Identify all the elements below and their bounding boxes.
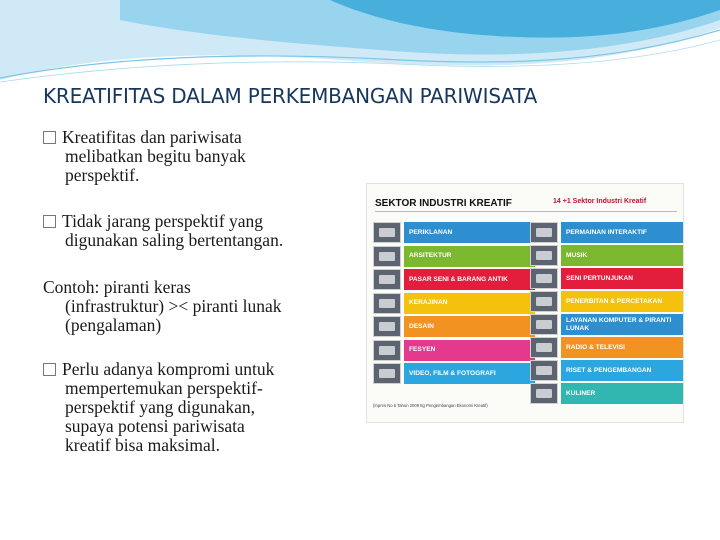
- sector-row: [530, 383, 684, 404]
- paragraph-line: supaya potensi pariwisata: [65, 416, 245, 436]
- bullet-paragraph: [43, 212, 358, 250]
- body-text: [43, 128, 358, 455]
- sector-photo-icon: [373, 340, 401, 361]
- sector-photo-icon: [530, 222, 558, 243]
- sector-label: SENI PERTUNJUKAN: [561, 268, 684, 289]
- sector-label: PERMAINAN INTERAKTIF: [561, 222, 684, 243]
- paragraph-line: (pengalaman): [65, 315, 162, 335]
- sector-row: [373, 293, 535, 314]
- sector-label: MUSIK: [561, 245, 684, 266]
- paragraph-line: perspektif.: [65, 165, 140, 185]
- bullet-paragraph: [43, 128, 358, 185]
- header-divider: [375, 211, 677, 212]
- sector-label: PERIKLANAN: [404, 222, 535, 243]
- infographic-subtitle: 14 +1 Sektor Industri Kreatif: [553, 198, 647, 205]
- sector-label: RISET & PENGEMBANGAN: [561, 360, 684, 381]
- sector-photo-icon: [373, 246, 401, 267]
- sector-photo-icon: [530, 360, 558, 381]
- infographic-title: SEKTOR INDUSTRI KREATIF: [375, 198, 512, 209]
- paragraph-line: Tidak jarang perspektif yang: [62, 211, 264, 231]
- creative-industry-infographic: [366, 183, 684, 423]
- sector-photo-icon: [373, 316, 401, 337]
- sector-row: [373, 316, 535, 337]
- sector-label: PASAR SENI & BARANG ANTIK: [404, 269, 535, 290]
- sector-photo-icon: [373, 269, 401, 290]
- sector-photo-icon: [530, 245, 558, 266]
- sector-row: [530, 291, 684, 312]
- infographic-footnote: (Inpres No 6 Tahun 2009 ttg Pengembangan Ekonomi Kreatif): [373, 403, 488, 408]
- paragraph-line: Kreatifitas dan pariwisata: [62, 127, 242, 147]
- sector-row: [530, 245, 684, 266]
- example-paragraph: [43, 278, 358, 335]
- slide-title: KREATIFITAS DALAM PERKEMBANGAN PARIWISATA: [43, 84, 538, 108]
- sector-photo-icon: [530, 291, 558, 312]
- infographic-header: [367, 184, 684, 224]
- sector-photo-icon: [373, 222, 401, 243]
- paragraph-line: perspektif yang digunakan,: [65, 397, 256, 417]
- sector-photo-icon: [530, 314, 558, 335]
- sector-label: VIDEO, FILM & FOTOGRAFI: [404, 363, 535, 384]
- sector-photo-icon: [530, 337, 558, 358]
- paragraph-line: (infrastruktur) >< piranti lunak: [65, 296, 282, 316]
- sector-label: DESAIN: [404, 316, 535, 337]
- paragraph-line: melibatkan begitu banyak: [65, 146, 246, 166]
- sector-label: KULINER: [561, 383, 684, 404]
- sector-row: [373, 269, 535, 290]
- bullet-paragraph: [43, 360, 358, 455]
- sector-row: [373, 222, 535, 243]
- sector-row: [373, 363, 535, 384]
- sector-row: [530, 268, 684, 289]
- sector-label: PENERBITAN & PERCETAKAN: [561, 291, 684, 312]
- sector-row: [373, 246, 535, 267]
- square-bullet-icon: [43, 131, 56, 144]
- paragraph-line: Contoh: piranti keras: [43, 277, 191, 297]
- paragraph-line: mempertemukan perspektif-: [65, 378, 263, 398]
- paragraph-line: Perlu adanya kompromi untuk: [62, 359, 275, 379]
- sector-row: [530, 337, 684, 358]
- paragraph-line: kreatif bisa maksimal.: [65, 435, 221, 455]
- square-bullet-icon: [43, 363, 56, 376]
- paragraph-line: digunakan saling bertentangan.: [65, 230, 284, 250]
- sector-row: [530, 222, 684, 243]
- sector-label: KERAJINAN: [404, 293, 535, 314]
- square-bullet-icon: [43, 215, 56, 228]
- header-wave-decoration: [0, 0, 720, 85]
- sector-row: [530, 360, 684, 381]
- sector-label: LAYANAN KOMPUTER & PIRANTI LUNAK: [561, 314, 684, 335]
- sector-label: RADIO & TELEVISI: [561, 337, 684, 358]
- sector-label: ARSITEKTUR: [404, 246, 535, 267]
- sector-photo-icon: [373, 363, 401, 384]
- sector-row: [373, 340, 535, 361]
- sector-photo-icon: [373, 293, 401, 314]
- sector-row: [530, 314, 684, 335]
- sector-photo-icon: [530, 268, 558, 289]
- sector-label: FESYEN: [404, 340, 535, 361]
- sector-photo-icon: [530, 383, 558, 404]
